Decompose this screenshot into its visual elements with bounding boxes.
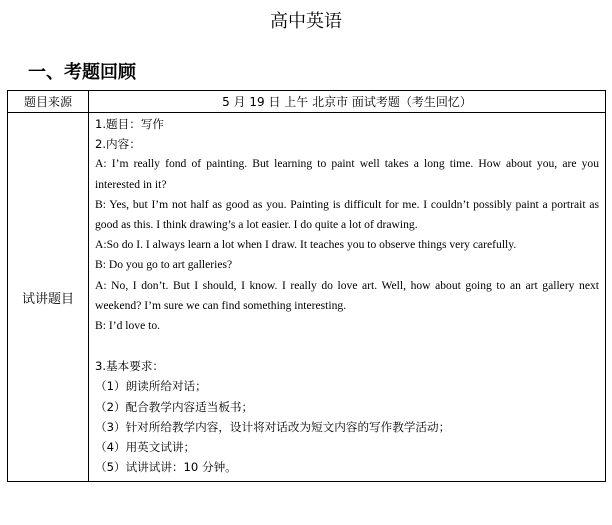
exam-table: [7, 90, 606, 482]
requirement-item: （5）试讲试讲：10 分钟。: [95, 460, 237, 475]
table-content-row: [8, 113, 606, 482]
requirement-item: （2）配合教学内容适当板书；: [95, 399, 254, 414]
spacer: [95, 336, 599, 356]
requirement-item: （1）朗读所给对话；: [95, 379, 207, 394]
page-title: 高中英语: [270, 11, 342, 32]
dialogue-line: B: Do you go to art galleries?: [95, 258, 233, 272]
requirement-item: （4）用英文试讲；: [95, 440, 196, 455]
dialogue-line: B: Yes, but I’m not half as good as you. Painting is difficult for me. I couldn’t possibly paint a portrait as good as this. I think drawing’s a lot easier. I do quite a lot of drawing.: [95, 197, 599, 232]
section-heading: 一、考题回顾: [28, 62, 136, 83]
content-cell: [89, 113, 606, 482]
dialogue-line: A: I’m really fond of painting. But learning to paint well takes a long time. How about you, are you interested in it?: [95, 157, 599, 191]
header-source-label: 题目来源: [8, 91, 89, 113]
item-requirements-label: 3.基本要求：: [95, 359, 165, 374]
header-source-value: 5 月 19 日 上午 北京市 面试考题（考生回忆）: [89, 91, 606, 113]
item-topic: 1.题目：写作: [95, 117, 165, 131]
requirement-item: （3）针对所给教学内容，设计将对话改为短文内容的写作教学活动；: [95, 419, 451, 434]
table-header-row: [8, 91, 606, 113]
dialogue-line: B: I’d love to.: [95, 319, 161, 333]
row-label-teaching-topic: 试讲题目: [8, 113, 89, 482]
item-content-label: 2.内容：: [95, 137, 141, 152]
dialogue-line: A: No, I don’t. But I should, I know. I really do love art. Well, how about going to an art gallery next weekend? I’m sure we can find something interesting.: [95, 278, 599, 312]
dialogue-line: A:So do I. I always learn a lot when I draw. It teaches you to observe things very carefully.: [95, 238, 517, 252]
